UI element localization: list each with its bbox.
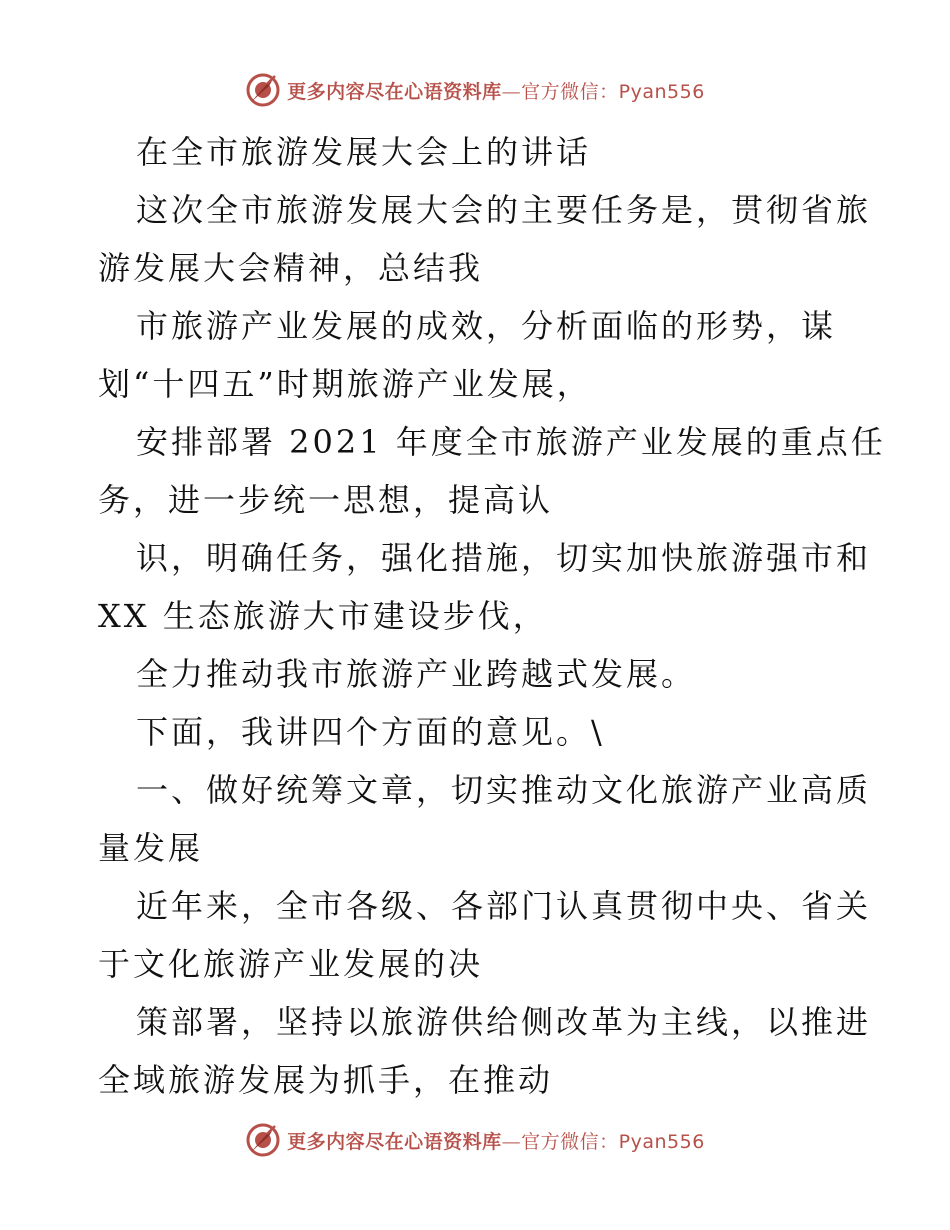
document-body (98, 123, 886, 1109)
text-line: 市旅游产业发展的成效，分析面临的形势，谋 (136, 307, 837, 345)
footer-banner (0, 1118, 950, 1162)
text-line: 这次全市旅游发展大会的主要任务是，贯彻省旅 (136, 191, 872, 229)
header-banner (0, 68, 950, 112)
text-line: 识，明确任务，强化措施，切实加快旅游强市和 (136, 539, 872, 577)
banner-text (287, 1127, 705, 1154)
text-line: 在全市旅游发展大会上的讲话 (136, 133, 592, 171)
banner-dash: — (501, 1130, 522, 1153)
text-line: 游发展大会精神，总结我 (98, 249, 484, 287)
banner-contact: 官方微信：Pyan556 (521, 1130, 705, 1153)
text-line: 全力推动我市旅游产业跨越式发展。 (136, 655, 697, 693)
text-line: 下面，我讲四个方面的意见。\ (136, 713, 605, 751)
banner-main-text: 更多内容尽在心语资料库 (287, 1130, 502, 1153)
text-line: 划“十四五”时期旅游产业发展， (98, 365, 592, 403)
pen-logo-icon (245, 72, 281, 108)
pen-logo-icon (245, 1122, 281, 1158)
text-line: 于文化旅游产业发展的决 (98, 945, 484, 983)
text-line: XX 生态旅游大市建设步伐， (98, 597, 548, 635)
text-line: 全域旅游发展为抓手，在推动 (98, 1061, 554, 1099)
text-line: 策部署，坚持以旅游供给侧改革为主线，以推进 (136, 1003, 872, 1041)
text-line: 一、做好统筹文章，切实推动文化旅游产业高质 (136, 771, 872, 809)
text-line: 务，进一步统一思想，提高认 (98, 481, 554, 519)
banner-dash: — (501, 80, 522, 103)
banner-text (287, 77, 705, 104)
banner-main-text: 更多内容尽在心语资料库 (287, 80, 502, 103)
text-line: 量发展 (98, 829, 204, 867)
text-line: 安排部署 2021 年度全市旅游产业发展的重点任 (136, 423, 886, 461)
text-line: 近年来，全市各级、各部门认真贯彻中央、省关 (136, 887, 872, 925)
banner-contact: 官方微信：Pyan556 (521, 80, 705, 103)
